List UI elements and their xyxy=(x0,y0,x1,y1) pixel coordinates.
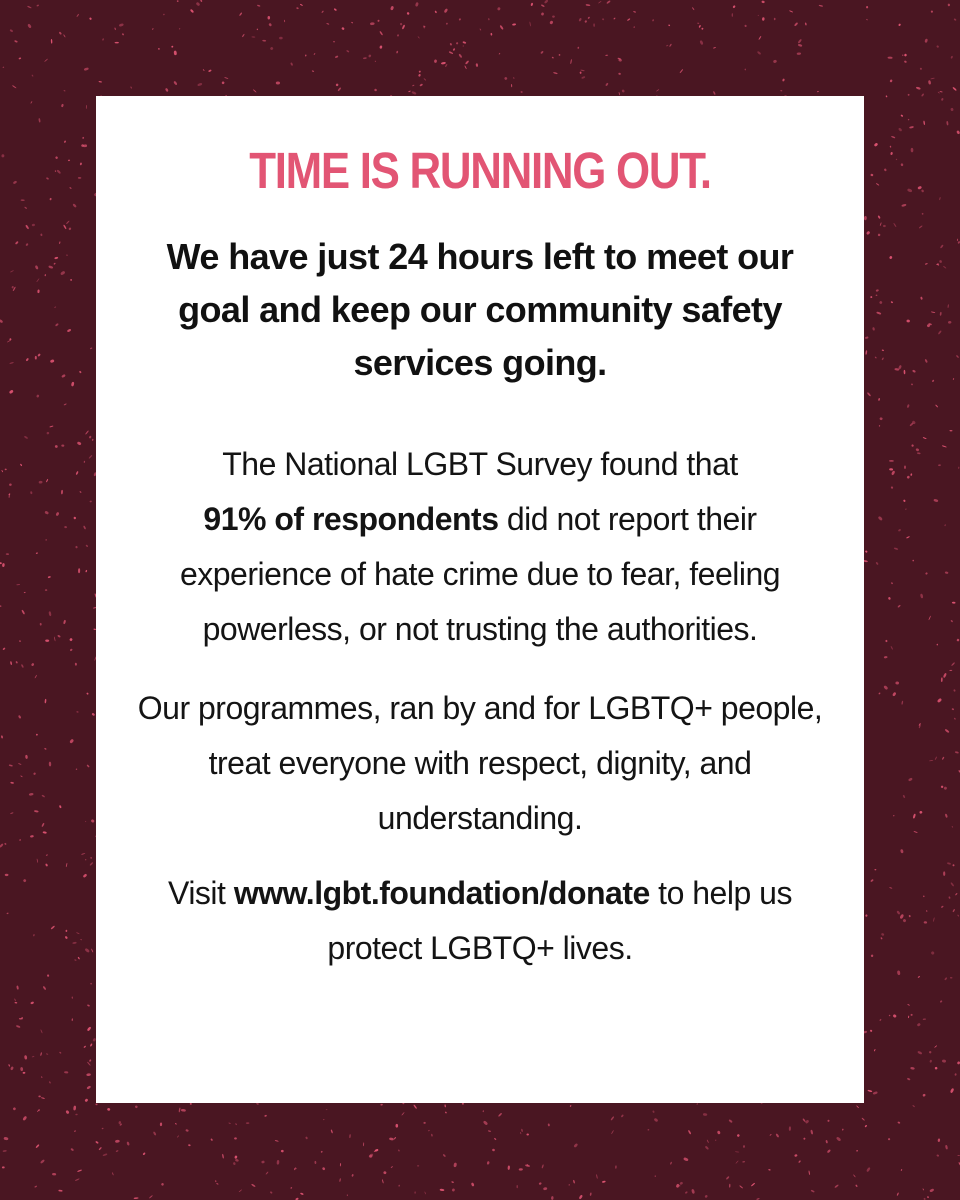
donate-link[interactable]: www.lgbt.foundation/donate xyxy=(233,875,650,911)
survey-paragraph xyxy=(136,437,824,657)
subheadline: We have just 24 hours left to meet our goal and keep our community safety services going. xyxy=(166,236,794,383)
headline: TIME IS RUNNING OUT. xyxy=(249,142,711,199)
donate-prefix: Visit xyxy=(168,875,234,911)
survey-detail-text: did not report their experience of hate crime due to fear, feeling powerless, or not trusting the authorities. xyxy=(179,501,781,647)
survey-statistic: 91% of respondents xyxy=(203,501,499,537)
survey-intro-text: The National LGBT Survey found that xyxy=(222,446,738,482)
donate-paragraph xyxy=(136,866,824,976)
programmes-paragraph: Our programmes, ran by and for LGBTQ+ people, treat everyone with respect, dignity, and understanding. xyxy=(137,690,823,836)
donate-suffix: to help us protect LGBTQ+ lives. xyxy=(327,875,792,966)
message-card xyxy=(96,96,864,1103)
